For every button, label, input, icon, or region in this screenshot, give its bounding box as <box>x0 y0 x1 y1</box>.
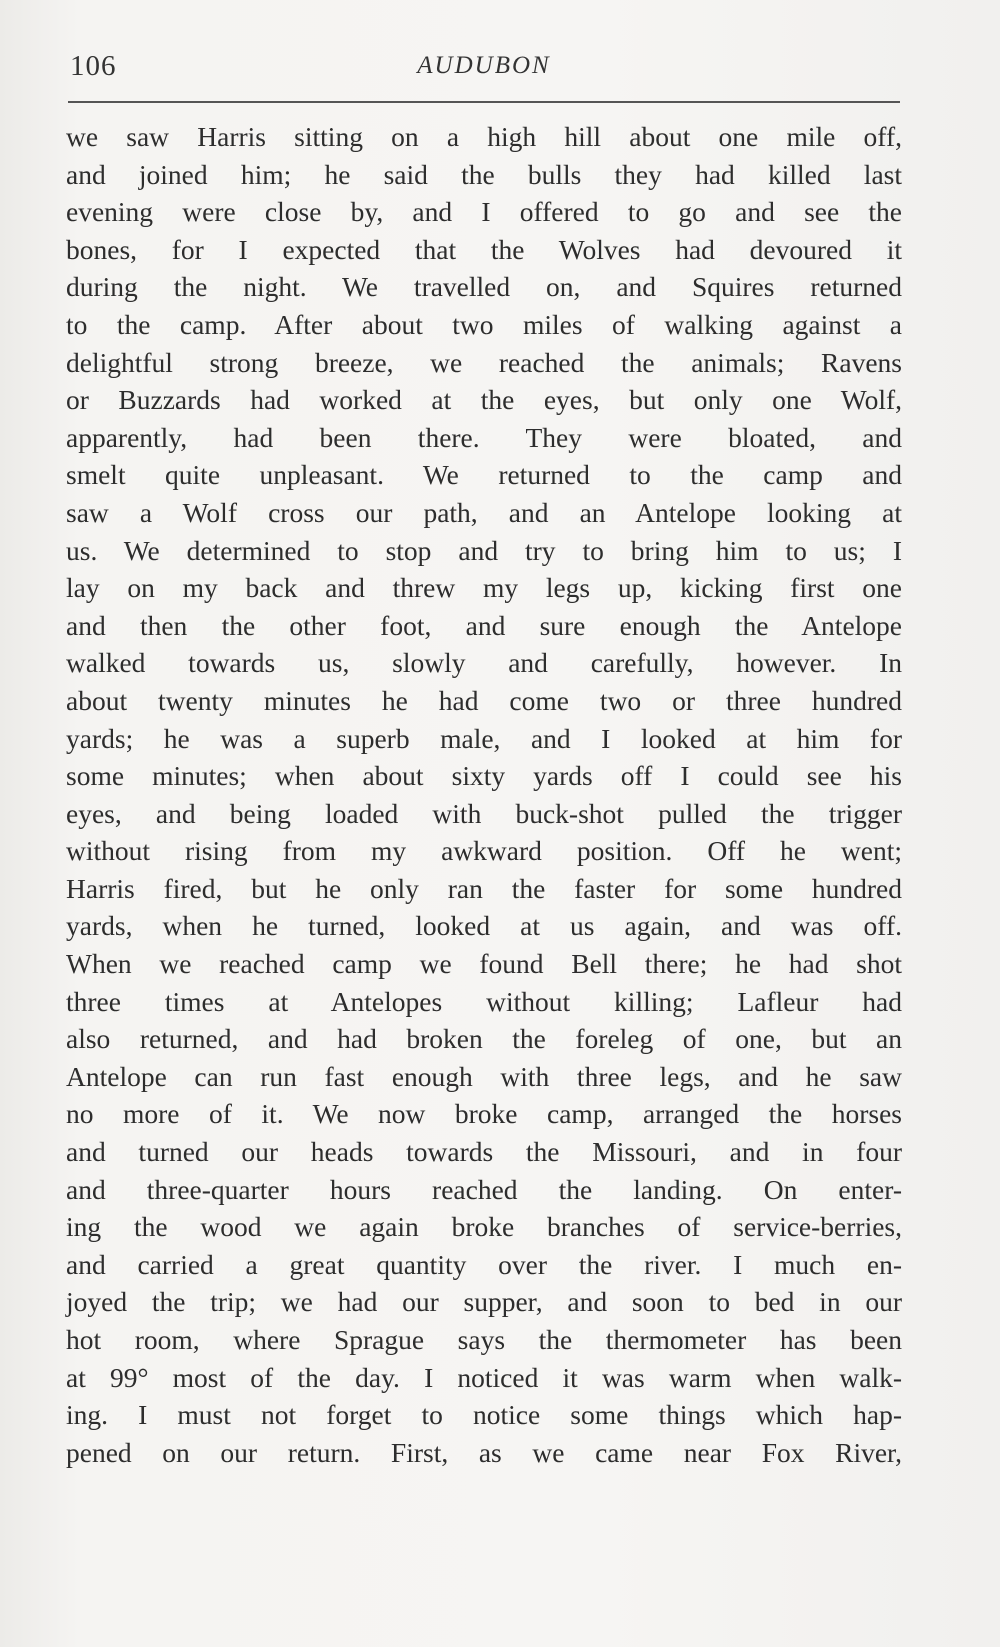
page-header <box>68 50 900 94</box>
text-line: also returned, and had broken the foreleg of one, but an <box>66 1023 902 1055</box>
text-line: smelt quite unpleasant. We returned to the camp and <box>66 459 902 491</box>
text-line: delightful strong breeze, we reached the animals; Ravens <box>66 346 902 378</box>
text-line: apparently, had been there. They were bloated, and <box>66 421 902 453</box>
text-line: Harris fired, but he only ran the faster for some hundred <box>66 872 902 904</box>
text-line: about twenty minutes he had come two or three hundred <box>66 684 902 716</box>
text-line: and turned our heads towards the Missouri, and in four <box>66 1136 902 1168</box>
text-line: us. We determined to stop and try to bring him to us; I <box>66 534 902 566</box>
text-line: lay on my back and threw my legs up, kicking first one <box>66 572 902 604</box>
text-line: ing the wood we again broke branches of service-berries, <box>66 1211 902 1243</box>
text-line: saw a Wolf cross our path, and an Antelope looking at <box>66 496 902 528</box>
header-rule <box>68 101 900 103</box>
text-line: and then the other foot, and sure enough the Antelope <box>66 609 902 641</box>
text-line: When we reached camp we found Bell there; he had shot <box>66 948 902 980</box>
text-line: evening were close by, and I offered to go and see the <box>66 196 902 228</box>
text-line: bones, for I expected that the Wolves had devoured it <box>66 233 902 265</box>
page-number: 106 <box>70 50 117 82</box>
text-line: during the night. We travelled on, and Squires returned <box>66 271 902 303</box>
text-line: yards; he was a superb male, and I looked at him for <box>66 722 902 754</box>
text-line: without rising from my awkward position. Off he went; <box>66 835 902 867</box>
text-line: pened on our return. First, as we came near Fox River, <box>66 1436 902 1468</box>
text-line: yards, when he turned, looked at us again, and was off. <box>66 910 902 942</box>
text-line: at 99° most of the day. I noticed it was warm when walk- <box>66 1361 902 1393</box>
text-line: no more of it. We now broke camp, arranged the horses <box>66 1098 902 1130</box>
text-line: and carried a great quantity over the river. I much en- <box>66 1248 902 1280</box>
text-line: some minutes; when about sixty yards off I could see his <box>66 760 902 792</box>
text-line: and joined him; he said the bulls they had killed last <box>66 158 902 190</box>
text-line: ing. I must not forget to notice some things which hap- <box>66 1399 902 1431</box>
text-line: Antelope can run fast enough with three legs, and he saw <box>66 1060 902 1092</box>
text-line: and three-quarter hours reached the landing. On enter- <box>66 1173 902 1205</box>
text-line: walked towards us, slowly and carefully, however. In <box>66 647 902 679</box>
text-line: three times at Antelopes without killing; Lafleur had <box>66 985 902 1017</box>
body-text <box>66 118 902 1471</box>
text-line: to the camp. After about two miles of walking against a <box>66 308 902 340</box>
text-line: eyes, and being loaded with buck-shot pulled the trigger <box>66 797 902 829</box>
running-head: AUDUBON <box>417 52 551 79</box>
text-line: hot room, where Sprague says the thermometer has been <box>66 1324 902 1355</box>
text-line: joyed the trip; we had our supper, and soon to bed in our <box>66 1286 902 1318</box>
text-line: we saw Harris sitting on a high hill about one mile off, <box>66 121 902 152</box>
text-line: or Buzzards had worked at the eyes, but only one Wolf, <box>66 384 902 416</box>
